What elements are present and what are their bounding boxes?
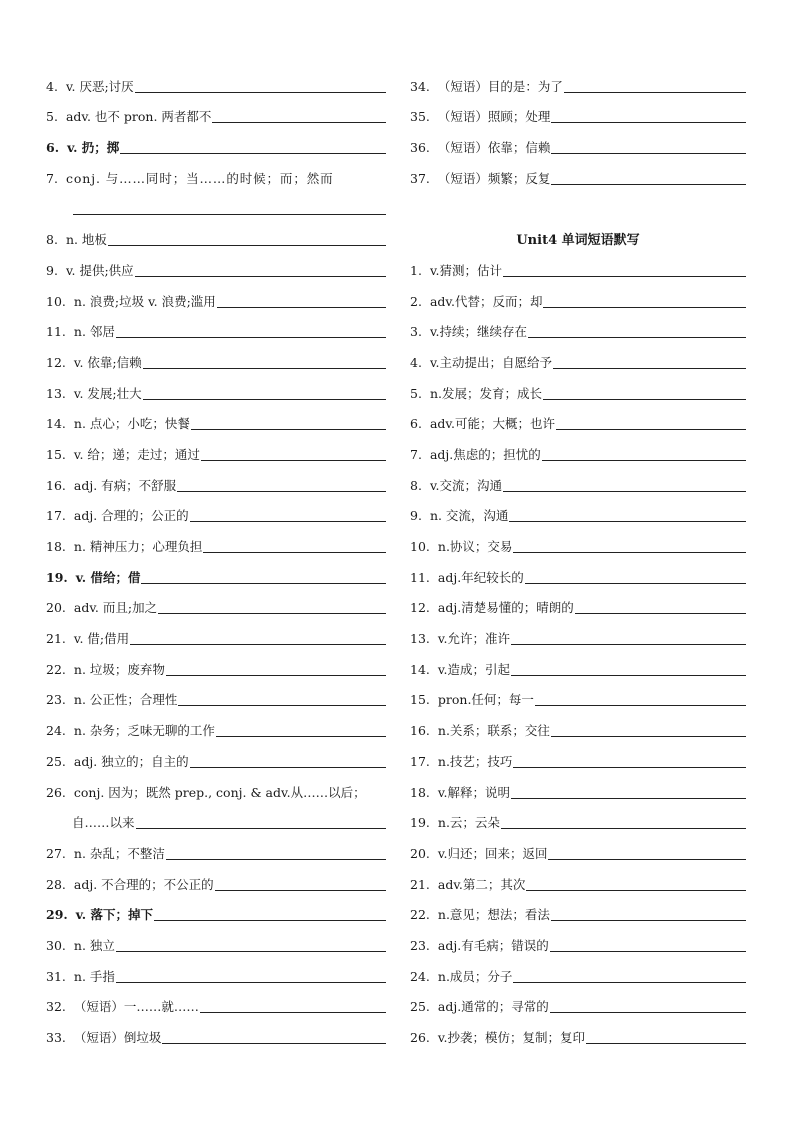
- vocab-item: [410, 647, 746, 678]
- item-definition: adv. 而且;加之: [73, 600, 158, 616]
- answer-blank[interactable]: [550, 951, 746, 952]
- answer-blank[interactable]: [575, 613, 746, 614]
- vocab-item: [46, 217, 386, 248]
- item-definition: （短语）目的是：为了: [437, 78, 563, 94]
- vocab-item: [410, 586, 746, 617]
- item-definition: v.主动提出；自愿给予: [429, 354, 552, 370]
- item-number: 20.: [410, 845, 430, 861]
- item-definition: v. 扔；掷: [67, 140, 120, 156]
- item-number: 5.: [46, 109, 58, 125]
- vocab-item: [46, 64, 386, 95]
- answer-blank[interactable]: [141, 583, 386, 584]
- item-number: 29.: [46, 907, 68, 923]
- vocab-item: [410, 678, 746, 709]
- item-number: 2.: [410, 293, 422, 309]
- vocab-item: [410, 340, 746, 371]
- item-definition: n.意见；想法；看法: [437, 907, 550, 923]
- item-number: 9.: [410, 508, 422, 524]
- answer-blank[interactable]: [513, 767, 746, 768]
- vocab-item: [46, 125, 386, 156]
- vocab-item: [46, 279, 386, 310]
- answer-blank[interactable]: [511, 798, 746, 799]
- item-number: 15.: [410, 692, 430, 708]
- item-definition: （短语）照顾；处理: [437, 109, 551, 125]
- vocab-item: [410, 708, 746, 739]
- answer-blank[interactable]: [212, 122, 386, 123]
- item-definition: n. 杂务；乏味无聊的工作: [73, 723, 215, 739]
- vocab-item: [46, 985, 386, 1016]
- item-definition: v.允许；准许: [437, 631, 510, 647]
- item-number: 23.: [46, 692, 66, 708]
- vocab-item: [410, 893, 746, 924]
- vocab-item: [410, 402, 746, 433]
- item-number: 23.: [410, 937, 430, 953]
- item-number: 10.: [410, 539, 430, 554]
- item-definition: v.归还；回来；返回: [437, 845, 548, 861]
- item-definition: n.关系；联系；交往: [437, 723, 550, 739]
- vocab-item: [410, 555, 746, 586]
- item-number: 22.: [46, 661, 66, 677]
- item-definition: v.抄袭；模仿；复制；复印: [437, 1030, 585, 1045]
- vocab-item: [46, 524, 386, 555]
- vocab-item: [410, 616, 746, 647]
- answer-blank[interactable]: [162, 1043, 386, 1044]
- answer-blank[interactable]: [116, 951, 386, 952]
- item-number: 20.: [46, 600, 66, 616]
- item-number: 15.: [46, 446, 66, 462]
- item-definition: n. 垃圾；废弃物: [73, 661, 165, 677]
- vocab-item: [410, 770, 746, 801]
- item-number: 6.: [46, 140, 60, 156]
- vocab-item: [410, 862, 746, 893]
- vocab-item: [410, 125, 746, 156]
- item-number: 1.: [410, 262, 422, 278]
- answer-blank[interactable]: [190, 521, 386, 522]
- item-definition: n.云；云朵: [437, 815, 500, 831]
- answer-blank[interactable]: [135, 276, 386, 277]
- item-number: 27.: [46, 845, 66, 861]
- vocab-item: [46, 432, 386, 463]
- answer-blank[interactable]: [503, 276, 746, 277]
- answer-blank[interactable]: [513, 982, 746, 983]
- answer-blank[interactable]: [166, 675, 386, 676]
- item-definition: adj. 独立的；自主的: [73, 753, 189, 769]
- answer-blank[interactable]: [130, 644, 386, 645]
- answer-blank[interactable]: [509, 521, 746, 522]
- item-definition: conj. 与……同时；当……的时候；而；然而: [65, 170, 334, 186]
- answer-blank[interactable]: [158, 613, 386, 614]
- item-definition: v.解释；说明: [437, 784, 510, 800]
- item-definition-continued: 自……以来: [72, 815, 135, 831]
- item-number: 7.: [410, 446, 422, 462]
- item-number: 7.: [46, 170, 58, 186]
- item-definition: adj.通常的；寻常的: [437, 999, 549, 1015]
- answer-blank[interactable]: [564, 92, 746, 93]
- item-number: 21.: [46, 631, 66, 647]
- answer-blank[interactable]: [586, 1043, 746, 1044]
- vocab-item: [410, 985, 746, 1016]
- answer-blank[interactable]: [543, 307, 746, 308]
- item-definition: n.技艺；技巧: [437, 753, 513, 769]
- item-number: 12.: [46, 354, 66, 370]
- item-number: 3.: [410, 324, 422, 340]
- item-number: 9.: [46, 262, 58, 278]
- item-number: 5.: [410, 385, 422, 401]
- answer-blank[interactable]: [116, 982, 386, 983]
- item-number: 11.: [46, 324, 66, 340]
- answer-blank[interactable]: [551, 153, 746, 154]
- item-definition: v.猜测；估计: [429, 262, 502, 278]
- vocab-item: [46, 586, 386, 617]
- item-number: 11.: [410, 569, 430, 585]
- vocab-item: [46, 340, 386, 371]
- item-number: 32.: [46, 999, 66, 1015]
- item-number: 6.: [410, 416, 422, 432]
- vocab-item: [410, 954, 746, 985]
- item-definition: adj.有毛病；错误的: [437, 937, 549, 953]
- answer-blank[interactable]: [525, 583, 746, 584]
- answer-blank[interactable]: [108, 245, 386, 246]
- answer-blank[interactable]: [216, 736, 386, 737]
- item-definition: n.发展；发育；成长: [429, 385, 542, 401]
- item-number: 21.: [410, 876, 430, 892]
- vocab-item: [410, 1015, 746, 1046]
- item-definition: adj. 不合理的；不公正的: [73, 876, 214, 892]
- item-definition: n. 独立: [73, 937, 115, 953]
- vocab-item: [410, 831, 746, 862]
- answer-blank[interactable]: [143, 399, 386, 400]
- item-number: 16.: [46, 477, 66, 493]
- item-definition: adv.第二；其次: [437, 876, 526, 892]
- item-definition: adv.代替；反而；却: [429, 293, 543, 309]
- item-number: 24.: [46, 723, 66, 739]
- vocab-item: [46, 770, 386, 831]
- vocab-item: [46, 95, 386, 126]
- answer-blank[interactable]: [511, 644, 746, 645]
- item-number: 36.: [410, 140, 430, 156]
- item-definition: n. 手指: [73, 968, 115, 984]
- vocab-item: [46, 647, 386, 678]
- item-definition: n. 浪费;垃圾 v. 浪费;滥用: [73, 293, 216, 309]
- answer-blank[interactable]: [542, 460, 746, 461]
- vocab-item: [46, 862, 386, 893]
- item-number: 13.: [46, 385, 66, 401]
- vocab-item: [410, 279, 746, 310]
- item-number: 17.: [46, 508, 66, 524]
- item-definition: v. 落下；掉下: [75, 907, 153, 923]
- item-definition: n. 杂乱；不整洁: [73, 845, 165, 861]
- item-definition: （短语）频繁；反复: [437, 170, 551, 186]
- item-definition: v. 借;借用: [73, 631, 130, 647]
- item-number: 8.: [410, 477, 422, 493]
- item-number: 34.: [410, 78, 430, 94]
- answer-blank[interactable]: [503, 491, 746, 492]
- item-definition: v.持续；继续存在: [429, 324, 527, 340]
- item-number: 28.: [46, 876, 66, 892]
- item-number: 31.: [46, 968, 66, 984]
- item-number: 24.: [410, 968, 430, 984]
- item-number: 37.: [410, 170, 430, 186]
- vocab-item: [46, 831, 386, 862]
- vocab-item: [410, 524, 746, 555]
- item-definition: adj. 有病；不舒服: [73, 477, 177, 493]
- answer-blank[interactable]: [73, 214, 386, 215]
- item-definition: adj.年纪较长的: [437, 569, 524, 585]
- answer-blank[interactable]: [116, 337, 386, 338]
- answer-blank[interactable]: [511, 675, 746, 676]
- item-number: 18.: [46, 539, 66, 555]
- answer-blank[interactable]: [177, 491, 386, 492]
- vocab-item: [46, 402, 386, 433]
- item-definition: n. 精神压力；心理负担: [73, 539, 203, 555]
- item-definition: adj. 合理的；公正的: [73, 508, 189, 524]
- vocab-item: [46, 616, 386, 647]
- vocab-item: [410, 494, 746, 525]
- vocab-item: [410, 432, 746, 463]
- vocab-item: [410, 156, 746, 187]
- item-number: 25.: [46, 753, 66, 769]
- item-definition: adv. 也不 pron. 两者都不: [65, 109, 212, 125]
- answer-blank[interactable]: [528, 337, 746, 338]
- vocab-item: [410, 739, 746, 770]
- item-number: 16.: [410, 723, 430, 739]
- answer-blank[interactable]: [548, 859, 746, 860]
- vocab-item: [410, 248, 746, 279]
- item-number: 33.: [46, 1030, 66, 1046]
- item-definition: conj. 因为；既然 prep., conj. & adv.从……以后；: [73, 784, 366, 800]
- right-column: [410, 64, 746, 1046]
- item-definition: adj.清楚易懂的；晴朗的: [437, 600, 574, 616]
- item-number: 25.: [410, 999, 430, 1015]
- vocab-item: [46, 248, 386, 279]
- answer-blank[interactable]: [154, 920, 386, 921]
- answer-blank[interactable]: [543, 399, 746, 400]
- answer-blank[interactable]: [191, 429, 386, 430]
- item-definition: n. 邻居: [73, 324, 115, 340]
- vocab-item: [46, 494, 386, 525]
- vocab-item: [46, 923, 386, 954]
- item-number: 4.: [410, 354, 422, 370]
- vocab-item: [410, 95, 746, 126]
- item-definition: v. 给；递；走过；通过: [73, 446, 200, 462]
- section-heading: Unit4 单词短语默写: [516, 233, 640, 249]
- vocab-item: [410, 310, 746, 341]
- item-definition: v. 发展;壮大: [73, 385, 142, 401]
- answer-blank[interactable]: [215, 890, 386, 891]
- item-definition: adj.焦虑的；担忧的: [429, 446, 541, 462]
- item-definition: n.成员；分子: [437, 968, 513, 984]
- item-definition: n. 公正性；合理性: [73, 692, 178, 708]
- answer-blank[interactable]: [501, 828, 746, 829]
- vocab-item: [46, 463, 386, 494]
- answer-blank[interactable]: [551, 920, 746, 921]
- item-definition: v. 厌恶;讨厌: [65, 78, 134, 94]
- item-number: 14.: [46, 416, 66, 432]
- item-number: 26.: [410, 1030, 430, 1045]
- item-definition: adv.可能；大概；也许: [429, 416, 555, 432]
- vocab-item: [410, 371, 746, 402]
- answer-blank[interactable]: [513, 552, 746, 553]
- answer-blank[interactable]: [136, 828, 386, 829]
- item-definition: v. 提供;供应: [65, 262, 134, 278]
- answer-blank[interactable]: [201, 460, 386, 461]
- vocab-item: [46, 1015, 386, 1046]
- answer-blank[interactable]: [526, 890, 746, 891]
- vocab-item: [46, 678, 386, 709]
- item-number: 13.: [410, 631, 430, 647]
- answer-blank[interactable]: [166, 859, 386, 860]
- item-definition: v.造成；引起: [437, 661, 510, 677]
- item-definition: n. 点心；小吃；快餐: [73, 416, 190, 432]
- answer-blank[interactable]: [190, 767, 386, 768]
- answer-blank[interactable]: [143, 368, 386, 369]
- item-number: 19.: [410, 815, 430, 831]
- item-number: 14.: [410, 661, 430, 677]
- item-definition: n. 交流，沟通: [429, 508, 509, 524]
- answer-blank[interactable]: [550, 1012, 746, 1013]
- item-definition: （短语）倒垃圾: [73, 1030, 162, 1046]
- vocab-item: [46, 708, 386, 739]
- item-number: 22.: [410, 907, 430, 923]
- item-definition: n. 地板: [65, 232, 107, 248]
- item-number: 10.: [46, 293, 66, 309]
- item-number: 8.: [46, 232, 58, 248]
- answer-blank[interactable]: [120, 153, 386, 154]
- item-number: 17.: [410, 753, 430, 769]
- vocab-item: [46, 156, 386, 217]
- vocab-item: [46, 954, 386, 985]
- left-column: [46, 64, 386, 1046]
- item-number: 35.: [410, 109, 430, 125]
- item-number: 30.: [46, 937, 66, 953]
- item-definition: v. 借给；借: [75, 569, 141, 585]
- answer-blank[interactable]: [535, 705, 746, 706]
- answer-blank[interactable]: [203, 552, 386, 553]
- answer-blank[interactable]: [551, 122, 746, 123]
- item-definition: （短语）依靠；信赖: [437, 140, 551, 156]
- answer-blank[interactable]: [551, 736, 746, 737]
- vocab-item: [46, 893, 386, 924]
- vocab-item: [410, 463, 746, 494]
- item-definition: （短语）一……就……: [73, 999, 199, 1015]
- answer-blank[interactable]: [217, 307, 386, 308]
- vocab-item: [46, 310, 386, 341]
- item-definition: pron.任何；每一: [437, 692, 534, 708]
- item-definition: v.交流；沟通: [429, 477, 502, 493]
- item-definition: n.协议；交易: [437, 539, 513, 554]
- vocab-item: [46, 371, 386, 402]
- answer-blank[interactable]: [553, 368, 746, 369]
- vocab-item: [410, 64, 746, 95]
- vocab-item: [410, 801, 746, 832]
- item-number: 18.: [410, 784, 430, 800]
- answer-blank[interactable]: [551, 184, 746, 185]
- vocab-item: [46, 555, 386, 586]
- answer-blank[interactable]: [556, 429, 746, 430]
- item-number: 4.: [46, 78, 58, 94]
- item-definition: v. 依靠;信赖: [73, 354, 142, 370]
- item-number: 12.: [410, 600, 430, 616]
- answer-blank[interactable]: [178, 705, 386, 706]
- vocab-item: [410, 923, 746, 954]
- vocab-item: [46, 739, 386, 770]
- item-number: 26.: [46, 784, 66, 800]
- answer-blank[interactable]: [200, 1012, 386, 1013]
- answer-blank[interactable]: [135, 92, 386, 93]
- item-number: 19.: [46, 569, 68, 585]
